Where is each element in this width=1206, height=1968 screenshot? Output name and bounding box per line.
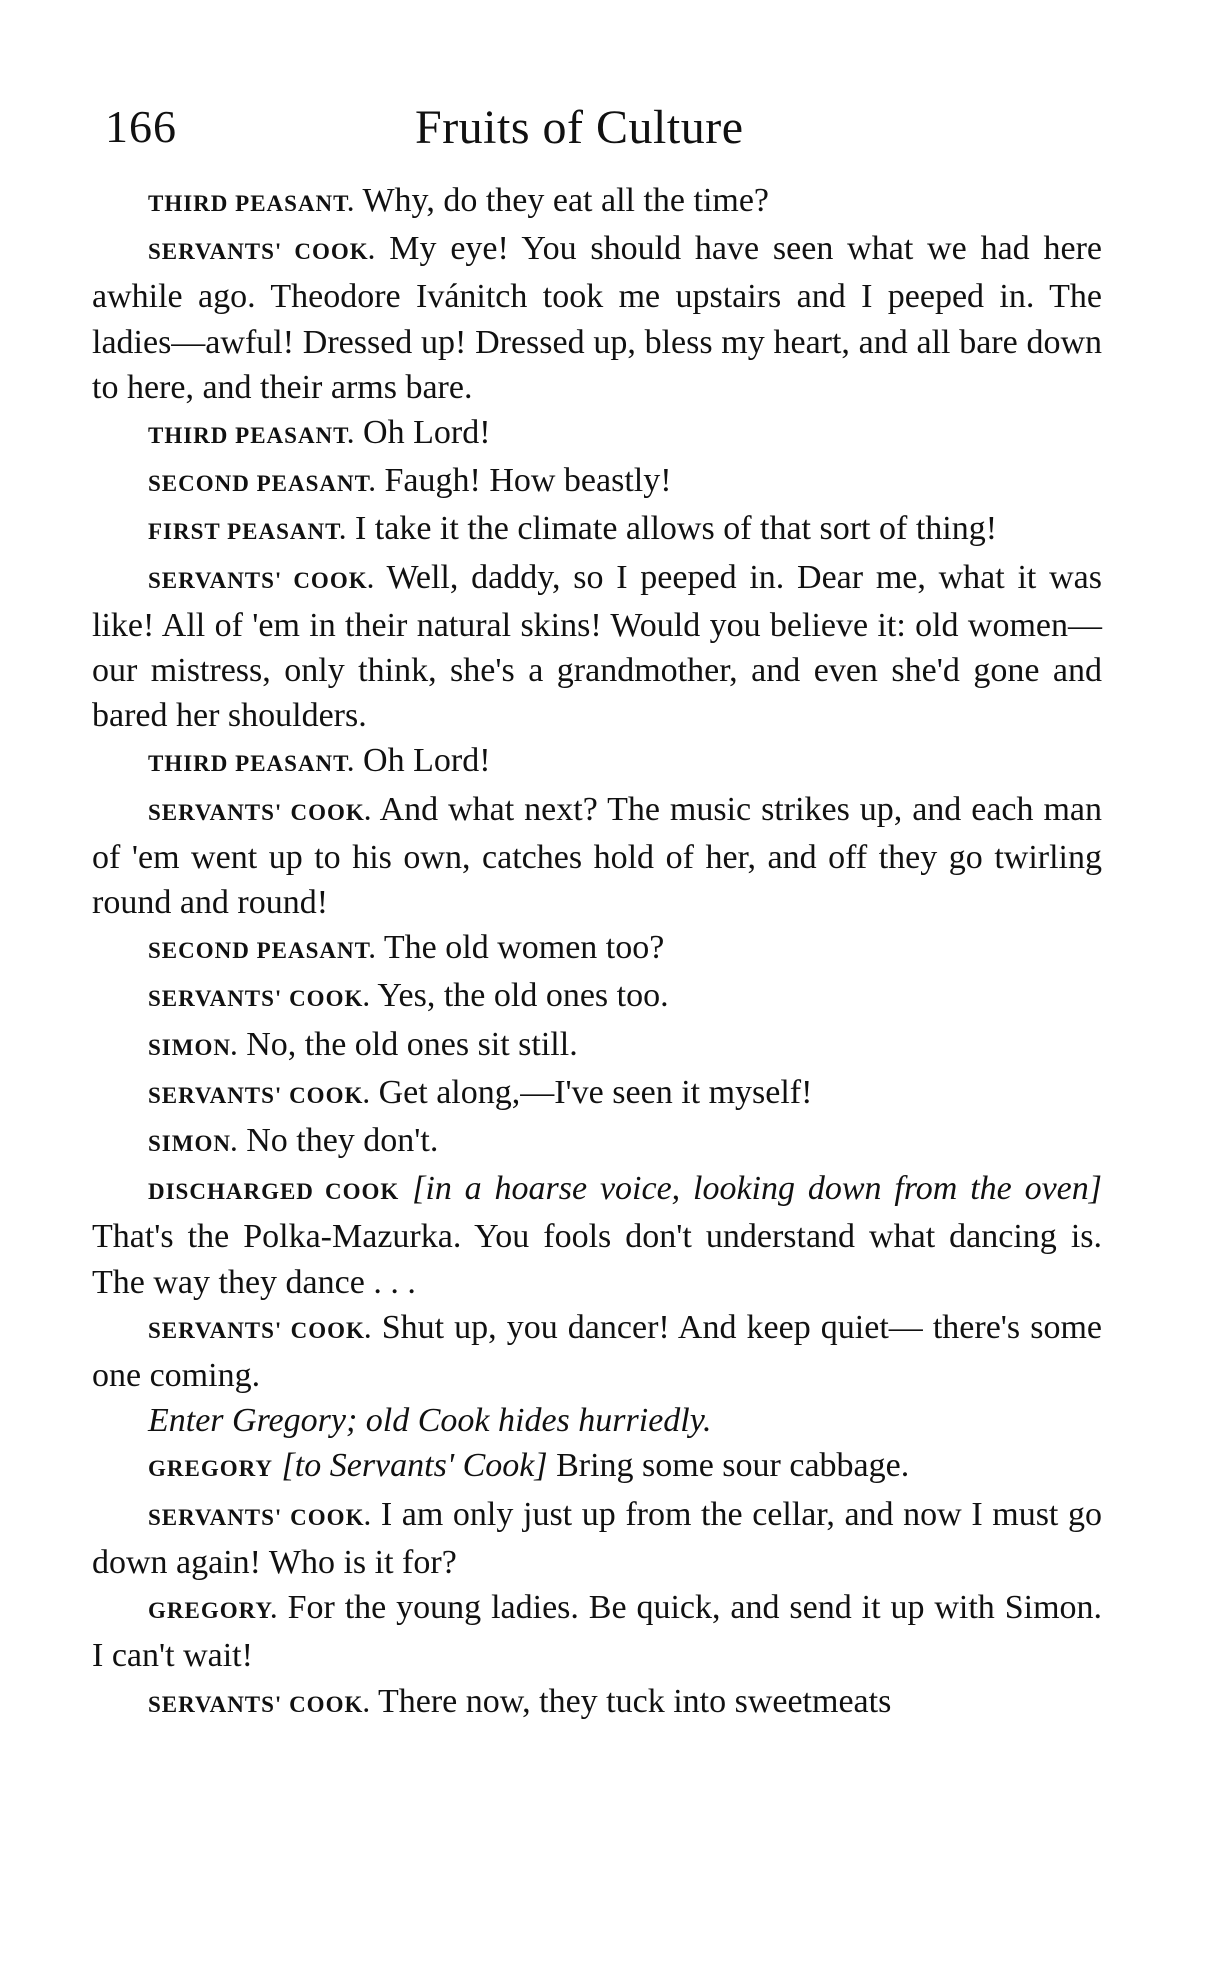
speech-text: I am only just up from the cellar, and now I must go down again! Who is it for? [92, 1495, 1102, 1581]
speaker-name: SIMON. [148, 1034, 238, 1060]
speaker-name: THIRD PEASANT. [148, 751, 355, 777]
stage-direction-inline: [to Servants' Cook] [281, 1447, 548, 1485]
dialogue-line [92, 226, 1102, 410]
page-number: 166 [105, 101, 177, 152]
speech-text: Get along,—I've seen it myself! [378, 1073, 813, 1111]
dialogue-text [92, 178, 1102, 1727]
dialogue-line [92, 1070, 1102, 1118]
dialogue-line [92, 178, 1102, 226]
speech-text: Oh Lord! [363, 414, 491, 452]
speech-text: That's the Polka-Mazurka. You fools don't understand what dancing is. The way they dance . . . [92, 1218, 1102, 1301]
speaker-name: SERVANTS' COOK. [148, 239, 376, 265]
speaker-name: SERVANTS' COOK. [148, 1504, 372, 1530]
speaker-name: SERVANTS' COOK. [148, 1082, 371, 1108]
stage-direction-inline: [in a hoarse voice, looking down from the oven] [412, 1170, 1102, 1208]
speaker-name: SIMON. [148, 1131, 238, 1157]
speech-text: The old women too? [383, 929, 665, 967]
speech-text: My eye! You should have seen what we had here awhile ago. Theodore Ivánitch took me upstairs and I peeped in. The ladies—awful! Dressed up! Dressed up, bless my heart, and all bare down to here, and their arms bare. [92, 230, 1102, 406]
dialogue-line [92, 506, 1102, 554]
dialogue-line [92, 925, 1102, 973]
speaker-name: GREGORY [148, 1456, 274, 1482]
dialogue-line [92, 787, 1102, 926]
speech-text: For the young ladies. Be quick, and send it up with Simon. I can't wait! [92, 1589, 1103, 1675]
speech-text: There now, they tuck into sweetmeats [378, 1682, 892, 1720]
dialogue-line [92, 555, 1102, 739]
dialogue-line [92, 1443, 1102, 1491]
dialogue-line [92, 1118, 1102, 1166]
speaker-name: SERVANTS' COOK. [148, 1691, 371, 1717]
speaker-name: GREGORY. [148, 1598, 278, 1624]
speaker-name: SERVANTS' COOK. [148, 799, 372, 825]
speech-text: No they don't. [246, 1122, 439, 1160]
speech-text: Shut up, you dancer! And keep quiet— there's some one coming. [92, 1308, 1102, 1395]
speaker-name: SECOND PEASANT. [148, 471, 376, 497]
dialogue-line [92, 1166, 1102, 1305]
dialogue-line [92, 1022, 1102, 1070]
speaker-name: THIRD PEASANT. [148, 423, 355, 449]
dialogue-line [92, 1492, 1102, 1585]
dialogue-line [92, 410, 1102, 458]
speech-text: Well, daddy, so I peeped in. Dear me, what it was like! All of 'em in their natural skins! Would you believe it: old women—our mistress, only think, she's a grandmother, and even she'd gone and bared her shoulders. [92, 558, 1102, 735]
dialogue-line [92, 973, 1102, 1021]
speaker-name: FIRST PEASANT. [148, 519, 347, 545]
dialogue-line [92, 738, 1102, 786]
speech-text: Bring some sour cabbage. [556, 1447, 910, 1485]
speech-text: No, the old ones sit still. [246, 1025, 578, 1063]
speech-text: Oh Lord! [363, 742, 491, 780]
speaker-name: DISCHARGED COOK [148, 1179, 400, 1205]
speech-text: And what next? The music strikes up, and each man of 'em went up to his own, catches hold of her, and off they go twirling round and round! [92, 790, 1103, 922]
speaker-name: SERVANTS' COOK. [148, 1317, 372, 1343]
dialogue-line [92, 1305, 1102, 1398]
dialogue-line [92, 1585, 1102, 1678]
dialogue-line [92, 458, 1102, 506]
speech-text: Why, do they eat all the time? [362, 182, 770, 219]
stage-direction: Enter Gregory; old Cook hides hurriedly. [148, 1402, 712, 1440]
speech-text: Yes, the old ones too. [377, 977, 669, 1015]
dialogue-line [92, 1679, 1102, 1727]
running-title: Fruits of Culture [415, 101, 744, 154]
speaker-name: SERVANTS' COOK. [148, 567, 375, 593]
speaker-name: THIRD PEASANT. [148, 191, 355, 216]
speaker-name: SECOND PEASANT. [148, 938, 376, 964]
page-header [105, 100, 1095, 170]
speaker-name: SERVANTS' COOK. [148, 986, 371, 1012]
speech-text: Faugh! How beastly! [384, 462, 672, 500]
speech-text: I take it the climate allows of that sort of thing! [354, 510, 998, 548]
